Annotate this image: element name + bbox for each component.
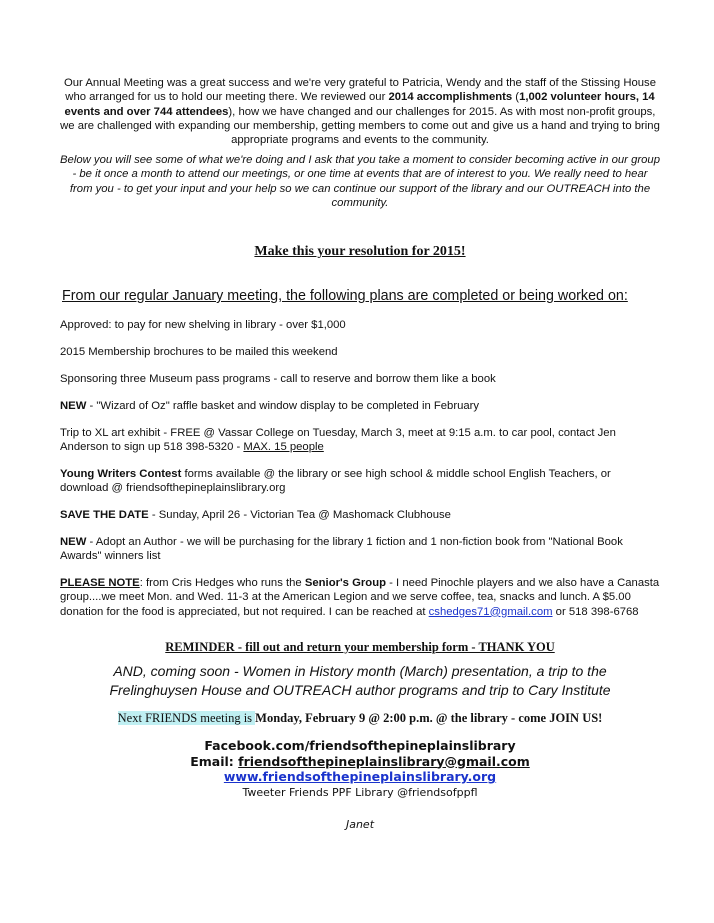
next-meeting-prefix: Next FRIENDS meeting is bbox=[117, 711, 256, 725]
facebook-link[interactable]: Facebook.com/friendsofthepineplainslibrary bbox=[204, 738, 516, 753]
contact-block bbox=[60, 738, 660, 800]
contact-email-link[interactable]: friendsofthepineplainslibrary@gmail.com bbox=[238, 753, 530, 769]
email-line bbox=[60, 754, 660, 770]
item-text: forms available @ the library or see high school & middle school English Teachers, or download @ friendsofthepineplainslibrary.org bbox=[60, 468, 611, 495]
resolution-heading: Make this your resolution for 2015! bbox=[254, 244, 466, 259]
phone: or 518 398-6768 bbox=[552, 605, 639, 618]
max-people: MAX. 15 people bbox=[243, 441, 324, 454]
stats-bold: 1,002 volunteer hours, 14 events and over 744 attendees bbox=[64, 91, 655, 118]
list-item bbox=[60, 399, 660, 413]
intro-paragraph-2: Below you will see some of what we're doing and I ask that you take a moment to consider becoming active in our group - be it once a month to attend our meetings, or one time at events that are of interest to you. We really need to hear from you - to get your input and your help so we can continue our support of the library and our OUTREACH into the community. bbox=[60, 154, 660, 209]
new-label: NEW bbox=[60, 536, 87, 548]
coming-soon: AND, coming soon - Women in History month (March) presentation, a trip to the Frelinghuysen House and OUTREACH author programs and trip to Cary Institute bbox=[109, 663, 611, 698]
accomplishments-bold: 2014 accomplishments bbox=[388, 91, 513, 104]
list-item bbox=[60, 535, 660, 564]
next-meeting-details: Monday, February 9 @ 2:00 p.m. @ the library - come JOIN US! bbox=[255, 711, 603, 725]
intro-text: Our Annual Meeting was a great success and we're very grateful to Patricia, Wendy and the staff of the Stissing House who arranged for us to hold our meeting there. We reviewed our bbox=[63, 77, 656, 104]
item-text: - I need Pinochle players and we also have a Canasta group....we meet Mon. and Wed. 11-3 at the American Legion and we serve coffee, tea, snacks and lunch. A $5.00 donation for the food is appreciated, but not required. I can be reached at bbox=[60, 577, 660, 618]
reminder: REMINDER - fill out and return your membership form - THANK YOU bbox=[165, 640, 555, 654]
please-note-label: PLEASE NOTE bbox=[60, 577, 140, 589]
list-item bbox=[60, 467, 660, 496]
save-date-label: SAVE THE DATE bbox=[60, 509, 149, 521]
item-text: : from Cris Hedges who runs the bbox=[139, 577, 305, 589]
intro-text: ( bbox=[512, 91, 520, 104]
intro-text: ), how we have changed and our challenges for 2015. As with most non-profit groups, we are challenged with expanding our membership, getting members to come out and give us a hand and trying to bring appropriate programs and events to the community. bbox=[60, 105, 660, 147]
twitter-handle: Tweeter Friends PPF Library @friendsofppfl bbox=[242, 785, 478, 799]
contest-label: Young Writers Contest bbox=[60, 468, 182, 480]
list-item: Sponsoring three Museum pass programs - call to reserve and borrow them like a book bbox=[60, 373, 496, 385]
email-link[interactable]: cshedges71@gmail.com bbox=[428, 605, 553, 618]
list-item: Approved: to pay for new shelving in library - over $1,000 bbox=[60, 319, 346, 331]
plans-heading: From our regular January meeting, the following plans are completed or being worked on: bbox=[62, 288, 628, 304]
email-label: Email: bbox=[190, 753, 239, 769]
signature: Janet bbox=[345, 818, 375, 831]
new-label: NEW bbox=[60, 400, 87, 412]
item-text: - Sunday, April 26 - Victorian Tea @ Mashomack Clubhouse bbox=[148, 509, 451, 521]
item-text: Trip to XL art exhibit - FREE @ Vassar College on Tuesday, March 3, meet at 9:15 a.m. to car pool, contact Jen Anderson to sign up 518 398-5320 - bbox=[60, 427, 616, 454]
item-text: - "Wizard of Oz" raffle basket and window display to be completed in February bbox=[86, 400, 480, 412]
website-link[interactable]: www.friendsofthepineplainslibrary.org bbox=[223, 769, 497, 784]
list-item bbox=[60, 426, 660, 455]
list-item bbox=[60, 508, 660, 522]
intro-paragraph bbox=[60, 76, 660, 147]
next-meeting bbox=[60, 711, 660, 725]
seniors-group: Senior's Group bbox=[304, 577, 386, 589]
item-text: - Adopt an Author - we will be purchasing for the library 1 fiction and 1 non-fiction book from "National Book Awards" winners list bbox=[60, 536, 623, 563]
list-item bbox=[60, 576, 660, 619]
list-item: 2015 Membership brochures to be mailed this weekend bbox=[60, 346, 338, 358]
